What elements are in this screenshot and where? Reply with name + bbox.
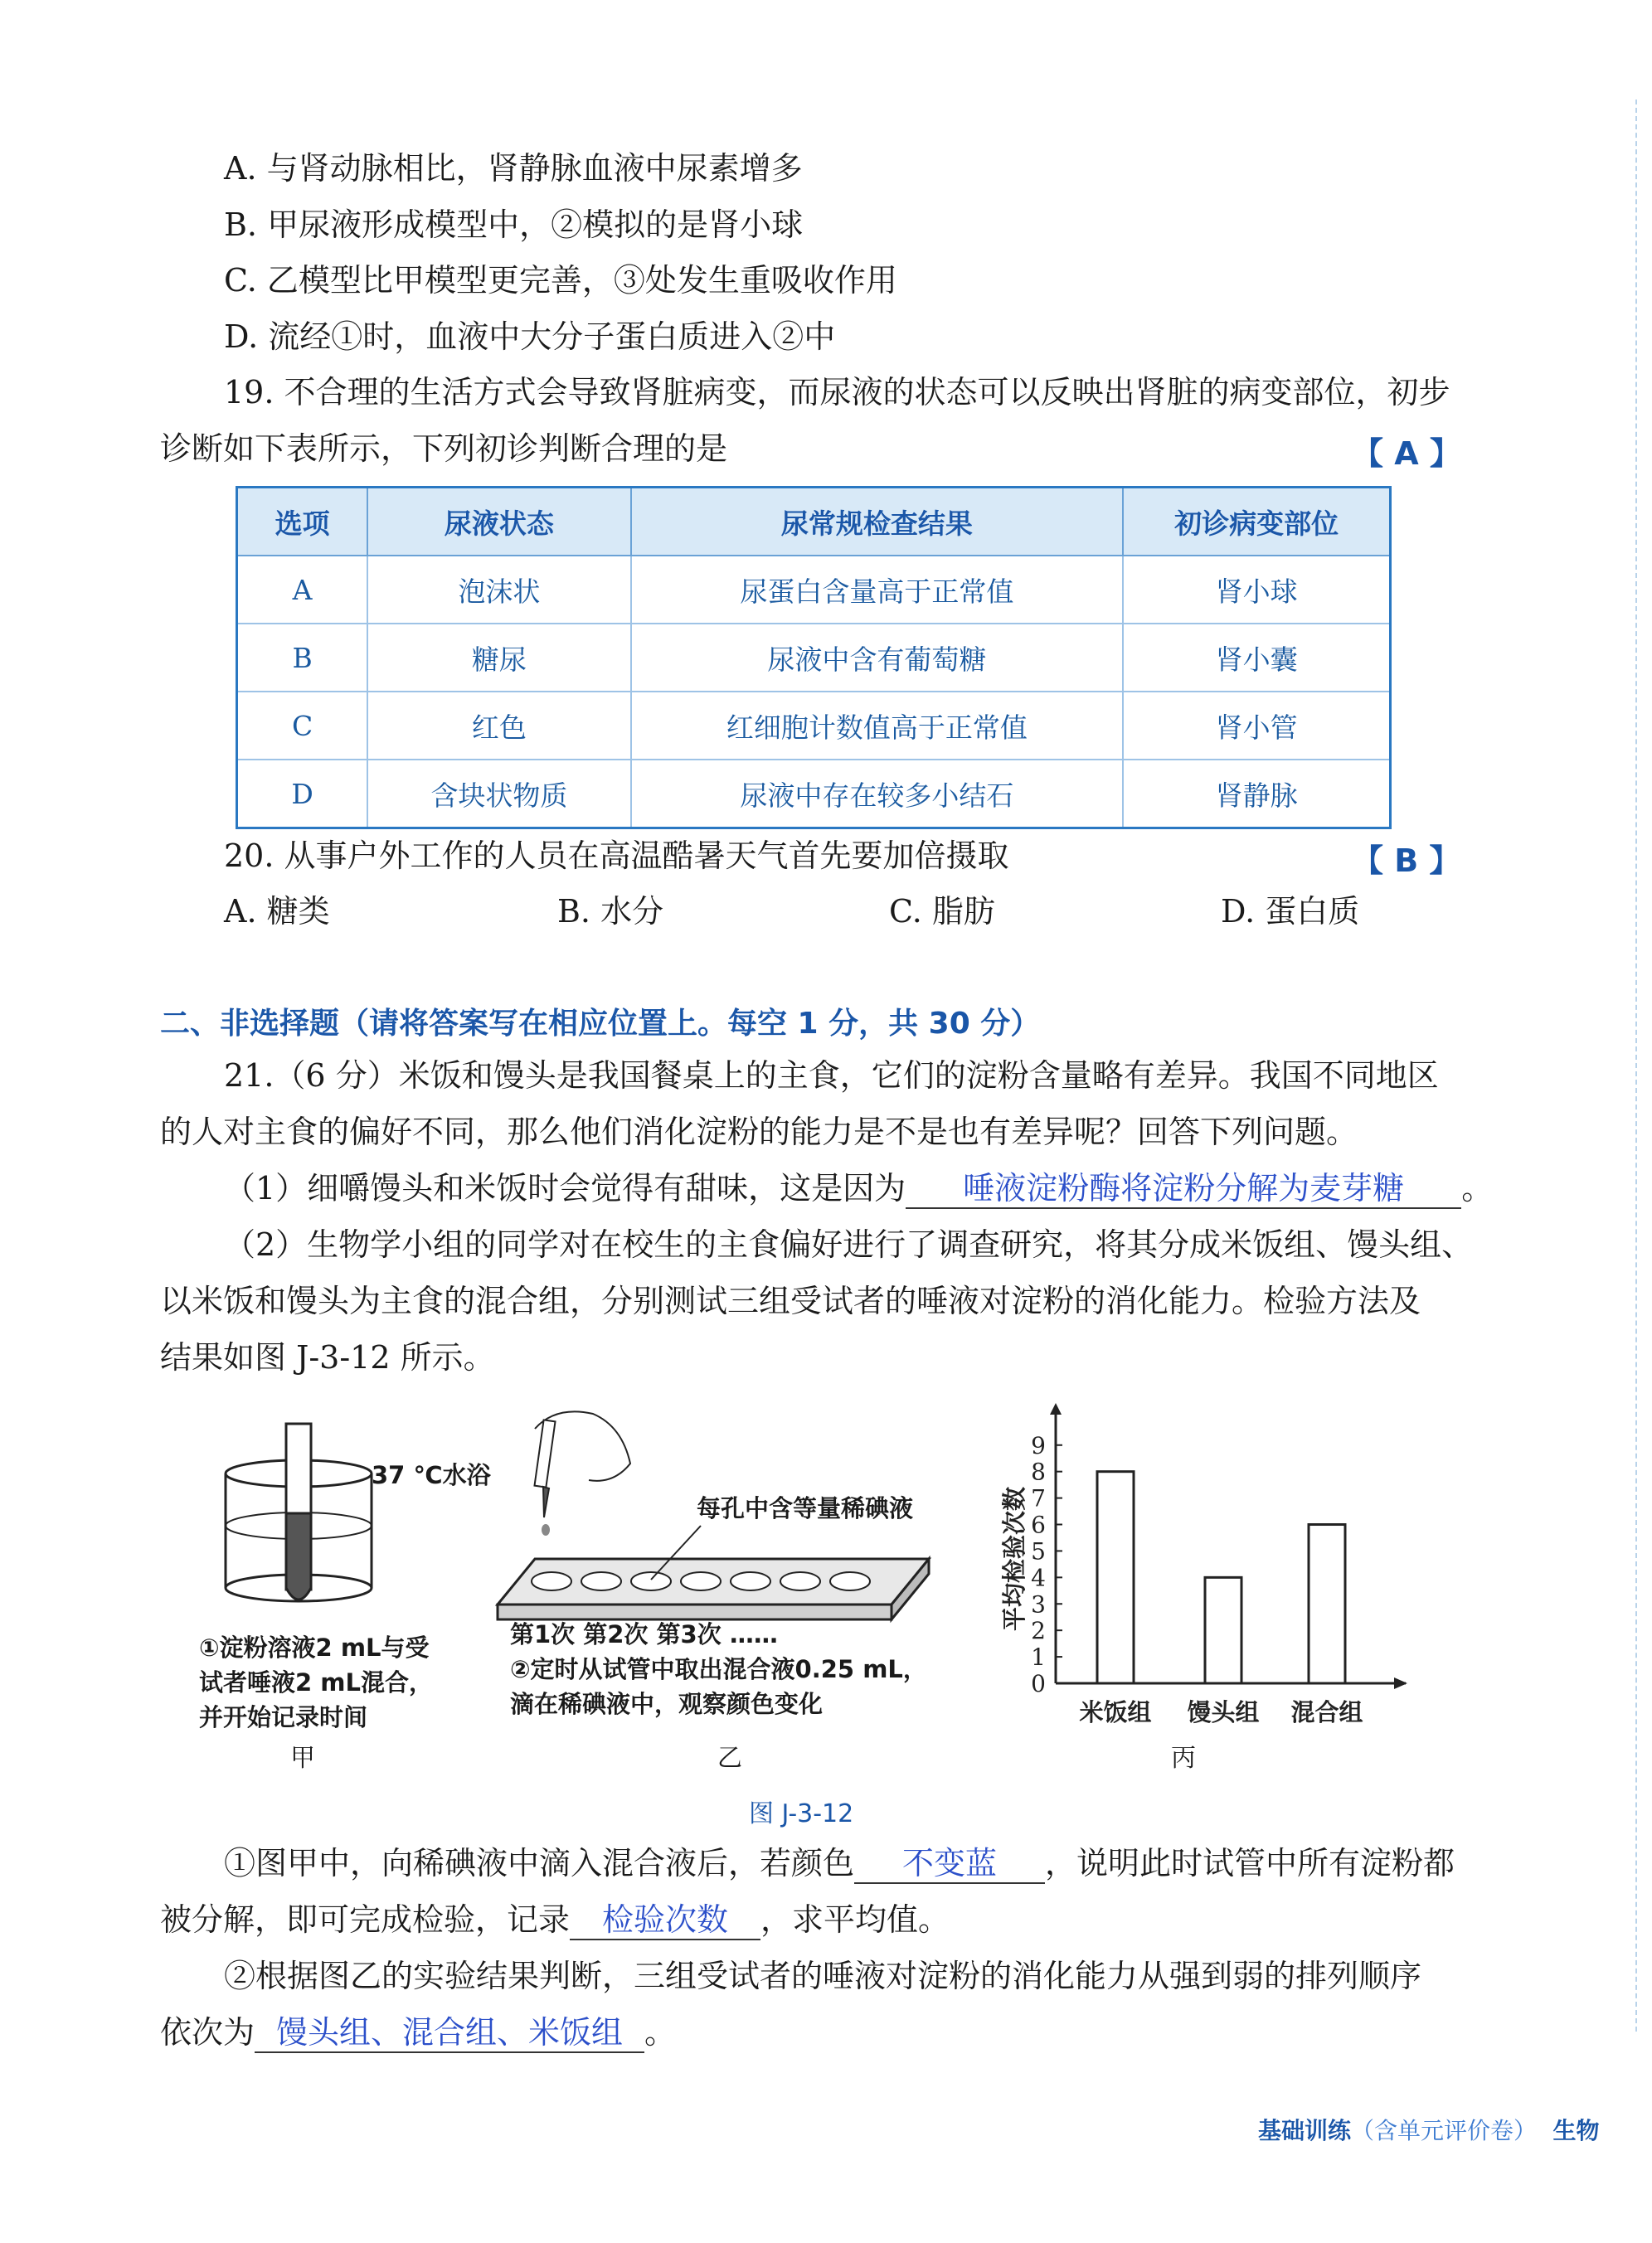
q21-sub2-line1: ②根据图乙的实验结果判断，三组受试者的唾液对淀粉的消化能力从强到弱的排列顺序 xyxy=(224,1958,1422,1994)
q21-sub2-line2 xyxy=(160,2012,676,2053)
q21-sub1-line2-suffix: ，求平均值。 xyxy=(760,1901,950,1938)
y-axis-label: 平均检验次数 xyxy=(1000,1486,1028,1632)
figure-caption: 图 J-3-12 xyxy=(749,1799,854,1828)
beaker-test-tube-diagram xyxy=(216,1422,398,1621)
q20-answer: 【 B 】 xyxy=(1352,842,1461,879)
table-row xyxy=(237,760,1391,828)
q21-sub1-blank2 xyxy=(570,1901,760,1940)
q21-sub1-prefix: ①图甲中，向稀碘液中滴入混合液后，若颜色 xyxy=(224,1845,855,1881)
figure-label-jia: 甲 xyxy=(290,1744,315,1773)
table-cell: A xyxy=(237,556,368,624)
footer-book: 基础训练 xyxy=(1258,2117,1352,2144)
table-cell: 肾小囊 xyxy=(1123,624,1390,692)
q19-stem-line2: 诊断如下表所示，下列初诊判断合理的是 xyxy=(160,430,728,467)
q21-sub1-answer1: 不变蓝 xyxy=(902,1845,998,1881)
q21-part1 xyxy=(224,1168,1493,1209)
table-cell: 肾小球 xyxy=(1123,556,1390,624)
q19-answer: 【 A 】 xyxy=(1352,435,1461,472)
table-cell: 糖尿 xyxy=(367,624,630,692)
table-cell: 尿液中含有葡萄糖 xyxy=(631,624,1124,692)
q20-option-a: A. 糖类 xyxy=(224,893,330,930)
yi-desc-line1: 第1次 第2次 第3次 …… xyxy=(510,1620,778,1648)
x-tick-label: 馒头组 xyxy=(1187,1698,1260,1726)
table-cell: 红细胞计数值高于正常值 xyxy=(631,692,1124,760)
q21-sub1-line2 xyxy=(160,1899,950,1940)
water-bath-label: 37 ℃水浴 xyxy=(372,1461,491,1489)
table-cell: C xyxy=(237,692,368,760)
y-tick-label: 1 xyxy=(1031,1643,1046,1672)
q21-sub2-blank xyxy=(255,2013,644,2053)
q21-stem-line2: 的人对主食的偏好不同，那么他们消化淀粉的能力是不是也有差异呢？回答下列问题。 xyxy=(160,1114,1358,1150)
q21-part1-prefix: （1）细嚼馒头和米饭时会觉得有甜味，这是因为 xyxy=(224,1170,906,1206)
bar-3 xyxy=(1309,1525,1345,1683)
table-cell: 尿蛋白含量高于正常值 xyxy=(631,556,1124,624)
y-tick-label: 3 xyxy=(1031,1590,1046,1619)
y-tick-label: 5 xyxy=(1031,1537,1046,1566)
q21-part1-answer: 唾液淀粉酶将淀粉分解为麦芽糖 xyxy=(963,1170,1405,1206)
q20-option-c: C. 脂肪 xyxy=(889,893,995,930)
q21-sub2-suffix: 。 xyxy=(644,2014,677,2051)
q21-sub1-mid: ，说明此时试管中所有淀粉都 xyxy=(1045,1845,1455,1881)
q20-option-d: D. 蛋白质 xyxy=(1221,893,1360,930)
bar-1 xyxy=(1097,1472,1134,1683)
y-tick-label: 6 xyxy=(1031,1511,1046,1539)
y-tick-label: 2 xyxy=(1031,1617,1046,1645)
q21-sub1-line1 xyxy=(224,1842,1455,1884)
table-row xyxy=(237,692,1391,760)
jia-desc-line3: 并开始记录时间 xyxy=(199,1703,368,1731)
q18-option-b: B. 甲尿液形成模型中，②模拟的是肾小球 xyxy=(224,206,804,243)
bar-2 xyxy=(1205,1577,1241,1683)
y-tick-label: 8 xyxy=(1031,1458,1046,1486)
q19-stem-line1: 19. 不合理的生活方式会导致肾脏病变，而尿液的状态可以反映出肾脏的病变部位，初步 xyxy=(224,374,1450,410)
footer-subject: 生物 xyxy=(1552,2117,1600,2144)
jia-desc-line1: ①淀粉溶液2 mL与受 xyxy=(199,1634,430,1662)
q20-option-b: B. 水分 xyxy=(557,893,664,930)
q21-stem-line1: 21.（6 分）米饭和馒头是我国餐桌上的主食，它们的淀粉含量略有差异。我国不同地区 xyxy=(224,1057,1439,1094)
x-axis-arrow xyxy=(1394,1677,1407,1689)
table-cell: 肾静脉 xyxy=(1123,760,1390,828)
bar-chart xyxy=(991,1401,1439,1733)
q21-sub2-prefix: 依次为 xyxy=(160,2014,255,2051)
yi-desc-line2: ②定时从试管中取出混合液0.25 mL， xyxy=(510,1655,927,1683)
q21-part2-line2: 以米饭和馒头为主食的混合组，分别测试三组受试者的唾液对淀粉的消化能力。检验方法及 xyxy=(160,1283,1421,1319)
figure-label-yi: 乙 xyxy=(717,1744,742,1773)
table-row xyxy=(237,556,1391,624)
table-cell: 尿液中存在较多小结石 xyxy=(631,760,1124,828)
q21-sub2-answer: 馒头组、混合组、米饭组 xyxy=(276,2014,624,2051)
footer xyxy=(1258,2113,1600,2146)
table-cell: D xyxy=(237,760,368,828)
q21-part1-blank xyxy=(906,1169,1461,1209)
table-header-cell: 尿常规检查结果 xyxy=(631,488,1124,556)
q21-sub1-answer2: 检验次数 xyxy=(602,1901,729,1938)
yi-desc-line3: 滴在稀碘液中，观察颜色变化 xyxy=(510,1690,824,1718)
q21-part2-line1: （2）生物学小组的同学对在校生的主食偏好进行了调查研究，将其分成米饭组、馒头组、 xyxy=(224,1226,1474,1263)
q18-option-d: D. 流经①时，血液中大分子蛋白质进入②中 xyxy=(224,318,836,355)
table-cell: B xyxy=(237,624,368,692)
table-header-row xyxy=(237,488,1391,556)
table-header-cell: 尿液状态 xyxy=(367,488,630,556)
q21-part1-suffix: 。 xyxy=(1461,1170,1494,1206)
q19-table xyxy=(236,486,1392,829)
q20-stem: 20. 从事户外工作的人员在高温酷暑天气首先要加倍摄取 xyxy=(224,837,1009,874)
table-header-cell: 初诊病变部位 xyxy=(1123,488,1390,556)
y-axis-arrow xyxy=(1050,1403,1062,1415)
section-title: 二、非选择题（请将答案写在相应位置上。每空 1 分，共 30 分） xyxy=(160,1007,1041,1041)
well-plate-label: 每孔中含等量稀碘液 xyxy=(697,1494,914,1522)
y-tick-label: 4 xyxy=(1031,1564,1046,1592)
q18-option-c: C. 乙模型比甲模型更完善，③处发生重吸收作用 xyxy=(224,262,897,299)
y-tick-label: 9 xyxy=(1031,1431,1046,1459)
table-cell: 泡沫状 xyxy=(367,556,630,624)
page-edge-decoration xyxy=(1635,100,1637,2032)
y-tick-label: 7 xyxy=(1031,1484,1046,1512)
table-cell: 含块状物质 xyxy=(367,760,630,828)
q21-sub1-blank1 xyxy=(854,1844,1045,1884)
q18-option-a: A. 与肾动脉相比，肾静脉血液中尿素增多 xyxy=(224,150,803,187)
y-tick-label: 0 xyxy=(1031,1670,1046,1697)
table-cell: 红色 xyxy=(367,692,630,760)
x-tick-label: 混合组 xyxy=(1290,1698,1363,1726)
q21-sub1-line2-prefix: 被分解，即可完成检验，记录 xyxy=(160,1901,571,1938)
figure-label-bing: 丙 xyxy=(1171,1744,1196,1773)
table-header-cell: 选项 xyxy=(237,488,368,556)
q21-part2-line3: 结果如图 J-3-12 所示。 xyxy=(160,1339,495,1376)
x-tick-label: 米饭组 xyxy=(1079,1698,1152,1726)
footer-paren: （含单元评价卷） xyxy=(1351,2117,1538,2144)
jia-desc-line2: 试者唾液2 mL混合， xyxy=(199,1668,433,1697)
table-cell: 肾小管 xyxy=(1123,692,1390,760)
table-row xyxy=(237,624,1391,692)
